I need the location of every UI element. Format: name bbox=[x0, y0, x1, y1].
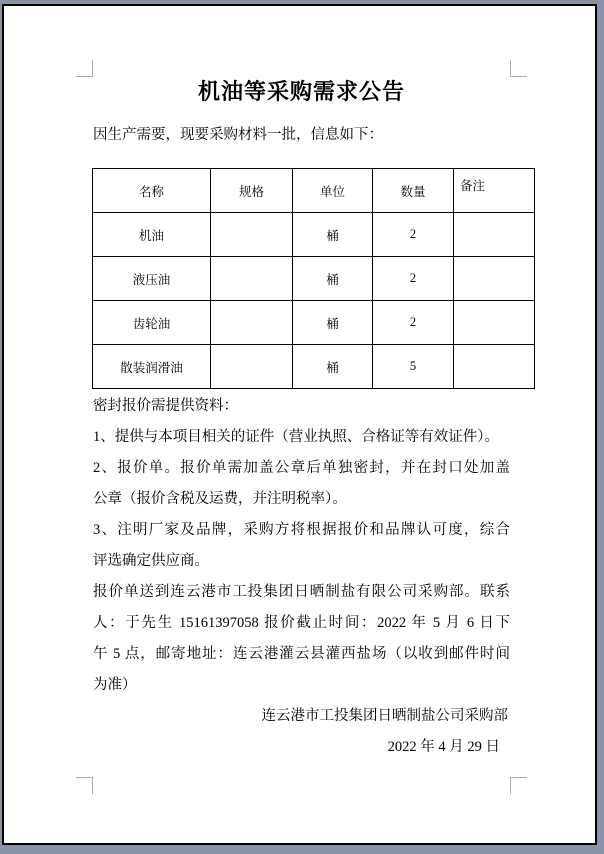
table-row bbox=[93, 213, 535, 257]
cell-qty: 2 bbox=[373, 301, 454, 345]
cell-qty: 2 bbox=[373, 257, 454, 301]
col-header-note: 备注 bbox=[454, 169, 535, 213]
cell-note bbox=[454, 213, 535, 257]
signature-org: 连云港市工投集团日晒制盐公司采购部 bbox=[261, 708, 508, 724]
table-row bbox=[93, 301, 535, 345]
signature-date: 2022 年 4 月 29 日 bbox=[387, 739, 500, 755]
cell-unit: 桶 bbox=[293, 345, 373, 389]
cell-name: 机油 bbox=[93, 213, 211, 257]
notes-item-3-line-2: 评选确定供应商。 bbox=[93, 553, 209, 569]
cell-name: 液压油 bbox=[93, 257, 211, 301]
contact-line-4: 为准） bbox=[93, 677, 137, 693]
contact-line-3: 午 5 点，邮寄地址：连云港灌云县灌西盐场（以收到邮件时间 bbox=[93, 646, 510, 662]
margin-crop-mark-bottom-left bbox=[76, 777, 93, 794]
document-title: 机油等采购需求公告 bbox=[197, 79, 405, 104]
intro-paragraph: 因生产需要，现要采购材料一批，信息如下： bbox=[93, 127, 383, 143]
document-content bbox=[93, 77, 510, 763]
document-page[interactable] bbox=[2, 4, 597, 845]
col-header-name: 名称 bbox=[93, 169, 211, 213]
notes-item-1: 1、提供与本项目相关的证件（营业执照、合格证等有效证件）。 bbox=[93, 429, 499, 445]
cell-note bbox=[454, 345, 535, 389]
col-header-qty: 数量 bbox=[373, 169, 454, 213]
table-header-row bbox=[93, 169, 535, 213]
margin-crop-mark-bottom-right bbox=[510, 777, 527, 794]
cell-spec bbox=[211, 257, 293, 301]
table-row bbox=[93, 257, 535, 301]
cell-name: 齿轮油 bbox=[93, 301, 211, 345]
notes-item-2-line-2: 公章（报价含税及运费，并注明税率）。 bbox=[93, 491, 347, 507]
contact-line-1: 报价单送到连云港市工投集团日晒制盐有限公司采购部。联系 bbox=[93, 584, 510, 600]
contact-line-2: 人：于先生 15161397058 报价截止时间：2022 年 5 月 6 日下 bbox=[93, 615, 510, 631]
table-row bbox=[93, 345, 535, 389]
cell-note bbox=[454, 257, 535, 301]
notes-section bbox=[93, 391, 510, 763]
cell-name: 散装润滑油 bbox=[93, 345, 211, 389]
cell-unit: 桶 bbox=[293, 257, 373, 301]
cell-qty: 5 bbox=[373, 345, 454, 389]
col-header-unit: 单位 bbox=[293, 169, 373, 213]
cell-spec bbox=[211, 345, 293, 389]
notes-item-2-line-1: 2、报价单。报价单需加盖公章后单独密封，并在封口处加盖 bbox=[93, 460, 510, 476]
cell-spec bbox=[211, 301, 293, 345]
col-header-spec: 规格 bbox=[211, 169, 293, 213]
cell-unit: 桶 bbox=[293, 213, 373, 257]
margin-crop-mark-top-right bbox=[510, 60, 527, 77]
cell-unit: 桶 bbox=[293, 301, 373, 345]
notes-heading: 密封报价需提供资料： bbox=[93, 398, 238, 414]
cell-note bbox=[454, 301, 535, 345]
cell-qty: 2 bbox=[373, 213, 454, 257]
cell-spec bbox=[211, 213, 293, 257]
margin-crop-mark-top-left bbox=[76, 60, 93, 77]
notes-item-3-line-1: 3、注明厂家及品牌，采购方将根据报价和品牌认可度，综合 bbox=[93, 522, 510, 538]
procurement-table bbox=[92, 168, 535, 389]
